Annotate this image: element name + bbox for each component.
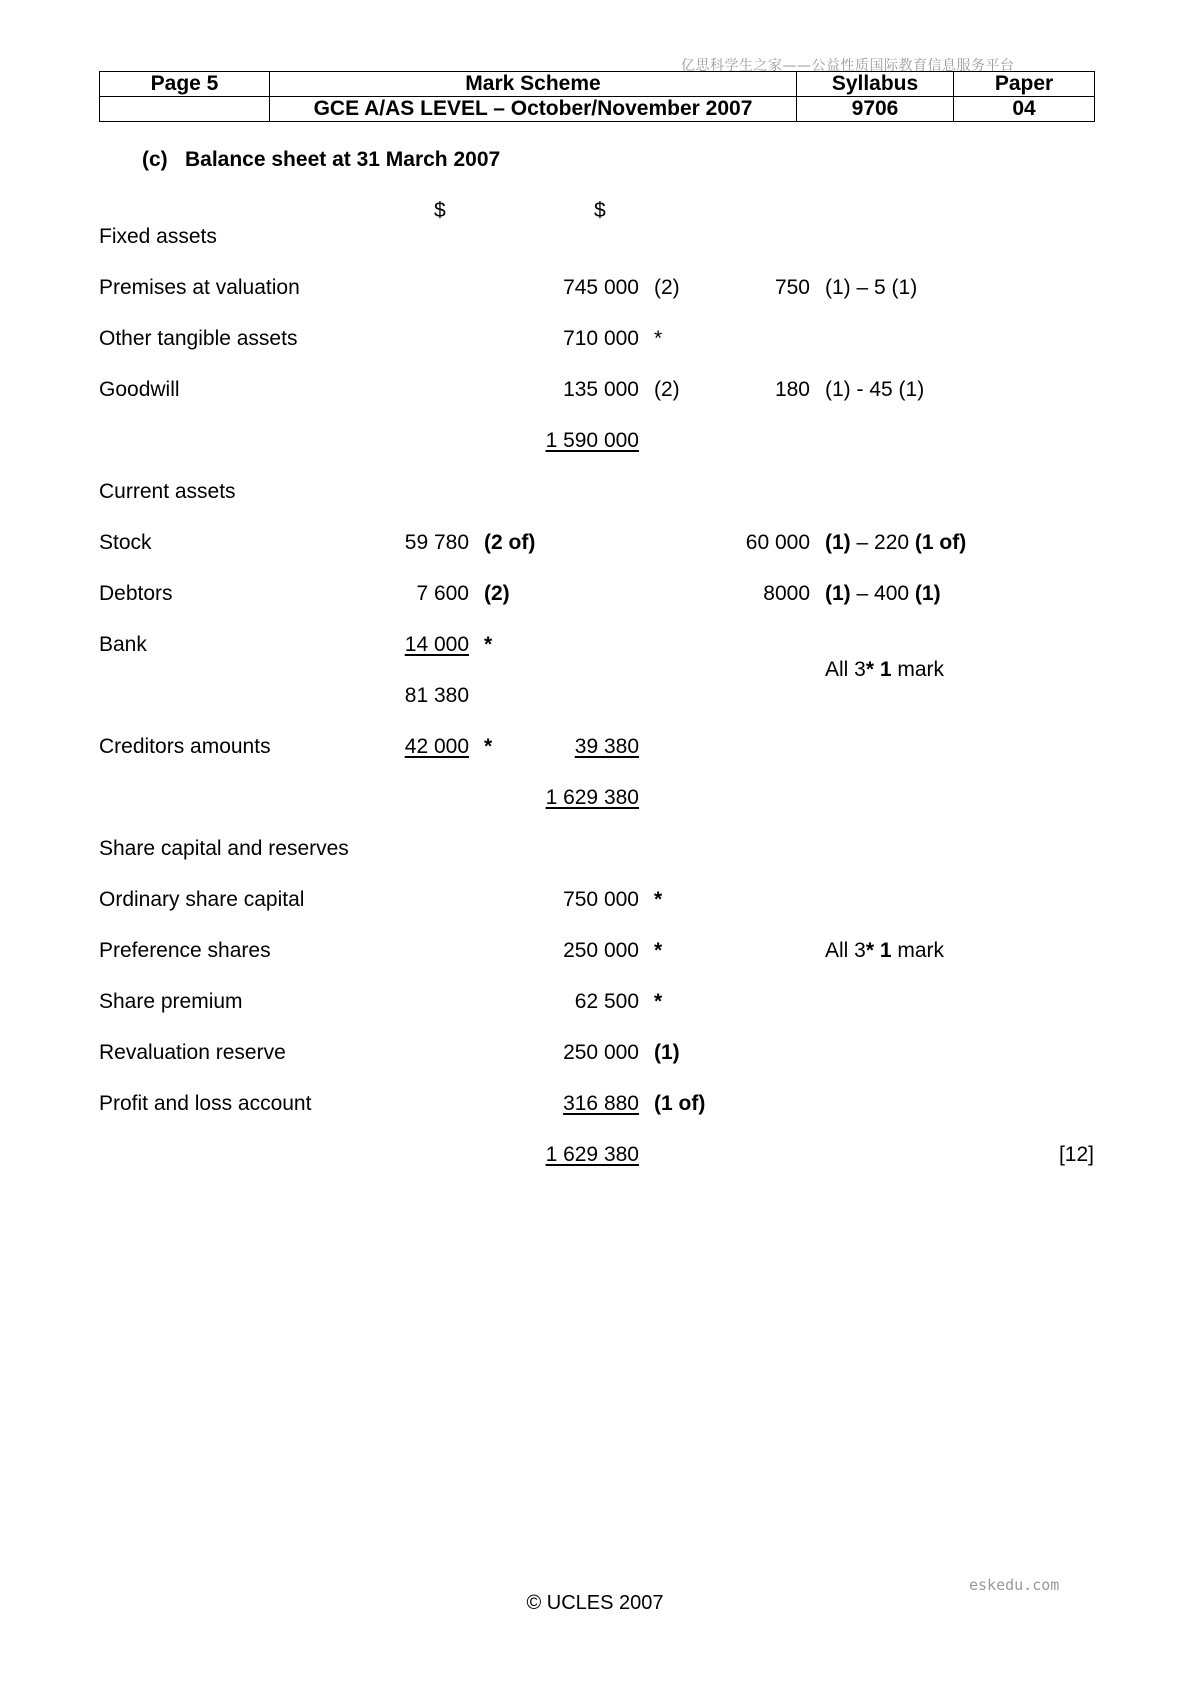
net-assets-total-value: 1 629 380 <box>545 786 639 809</box>
current-note-part-1: All 3 <box>825 658 866 681</box>
premises-mark: (2) <box>654 276 680 299</box>
header-blank-cell <box>100 97 270 122</box>
final-total <box>520 1142 639 1168</box>
profit-loss-mark: (1 of) <box>654 1092 706 1115</box>
header-title: Mark Scheme <box>270 72 797 97</box>
debtors-calc-part-1: (1) <box>825 582 851 605</box>
profit-loss-label: Profit and loss account <box>99 1092 312 1115</box>
other-tangible-mark: * <box>654 327 663 350</box>
header-paper: 04 <box>954 97 1095 122</box>
other-tangible-value: 710 000 <box>563 327 639 350</box>
preference-value: 250 000 <box>563 939 639 962</box>
ordinary-mark: * <box>654 888 663 911</box>
final-total-value: 1 629 380 <box>545 1143 639 1166</box>
column-header-2: $ <box>594 199 606 222</box>
current-assets-heading: Current assets <box>99 480 236 503</box>
fixed-assets-heading: Fixed assets <box>99 225 217 248</box>
debtors-label: Debtors <box>99 582 173 605</box>
fixed-assets-total <box>520 428 639 454</box>
watermark-bottom: eskedu.com <box>969 1576 1060 1594</box>
bank-value-text: 14 000 <box>404 633 469 656</box>
share-note-part-2: * 1 <box>865 939 892 962</box>
debtors-calc-part-3: (1) <box>914 582 941 605</box>
watermark-top: 亿思科学生之家——公益性质国际教育信息服务平台 <box>681 58 1015 74</box>
net-current-assets-value: 39 380 <box>574 735 639 758</box>
stock-calc-note <box>825 530 966 556</box>
stock-calc-part-1: (1) <box>825 531 851 554</box>
total-marks: [12] <box>1058 1143 1094 1166</box>
preference-label: Preference shares <box>99 939 271 962</box>
section-title <box>142 148 500 172</box>
creditors-mark: * <box>484 735 493 758</box>
ordinary-label: Ordinary share capital <box>99 888 305 911</box>
debtors-mark: (2) <box>484 582 510 605</box>
current-note-part-3: mark <box>891 658 945 681</box>
share-capital-heading: Share capital and reserves <box>99 837 349 860</box>
header-syllabus-label: Syllabus <box>797 72 954 97</box>
ordinary-value: 750 000 <box>563 888 639 911</box>
section-letter: (c) <box>142 148 168 171</box>
profit-loss-value <box>520 1091 639 1117</box>
stock-label: Stock <box>99 531 152 554</box>
footer-copyright: © UCLES 2007 <box>526 1592 664 1614</box>
share-note-part-3: mark <box>891 939 945 962</box>
section-heading: Balance sheet at 31 March 2007 <box>185 148 501 171</box>
share-capital-note <box>825 938 944 964</box>
goodwill-label: Goodwill <box>99 378 180 401</box>
debtors-value: 7 600 <box>416 582 469 605</box>
bank-mark: * <box>484 633 493 656</box>
net-assets-total <box>520 785 639 811</box>
goodwill-calc-note <box>825 377 924 403</box>
fixed-assets-total-value: 1 590 000 <box>545 429 639 452</box>
revaluation-mark: (1) <box>654 1041 680 1064</box>
current-assets-total: 81 380 <box>404 684 469 707</box>
stock-calc-part-3: (1 of) <box>914 531 967 554</box>
debtors-calc-value: 8000 <box>763 582 810 605</box>
header-page: Page 5 <box>100 72 270 97</box>
goodwill-calc-value: 180 <box>774 378 810 401</box>
share-note-part-1: All 3 <box>825 939 866 962</box>
debtors-calc-note <box>825 581 941 607</box>
net-current-assets <box>520 734 639 760</box>
premises-label: Premises at valuation <box>99 276 300 299</box>
goodwill-value: 135 000 <box>563 378 639 401</box>
stock-value: 59 780 <box>404 531 469 554</box>
premises-value: 745 000 <box>563 276 639 299</box>
share-premium-label: Share premium <box>99 990 243 1013</box>
premises-calc-value: 750 <box>774 276 810 299</box>
creditors-label: Creditors amounts <box>99 735 271 758</box>
premises-calc-note <box>825 275 917 301</box>
stock-mark: (2 of) <box>484 531 536 554</box>
goodwill-calc-part: (1) - 45 (1) <box>825 378 925 401</box>
stock-calc-value: 60 000 <box>745 531 810 554</box>
profit-loss-value-text: 316 880 <box>563 1092 639 1115</box>
debtors-calc-part-2: – 400 <box>850 582 915 605</box>
stock-calc-part-2: – 220 <box>850 531 915 554</box>
current-note-part-2: * 1 <box>865 658 892 681</box>
share-premium-mark: * <box>654 990 663 1013</box>
share-premium-value: 62 500 <box>574 990 639 1013</box>
current-assets-note <box>825 657 944 683</box>
bank-label: Bank <box>99 633 147 656</box>
column-header-1: $ <box>434 199 446 222</box>
other-tangible-label: Other tangible assets <box>99 327 298 350</box>
bank-value <box>380 632 469 658</box>
revaluation-label: Revaluation reserve <box>99 1041 286 1064</box>
creditors-value-text: 42 000 <box>404 735 469 758</box>
preference-mark: * <box>654 939 663 962</box>
header-exam: GCE A/AS LEVEL – October/November 2007 <box>270 97 797 122</box>
creditors-value <box>380 734 469 760</box>
header-table <box>99 71 1095 122</box>
header-paper-label: Paper <box>954 72 1095 97</box>
header-syllabus: 9706 <box>797 97 954 122</box>
premises-calc-part: (1) – 5 (1) <box>825 276 918 299</box>
goodwill-mark: (2) <box>654 378 680 401</box>
revaluation-value: 250 000 <box>563 1041 639 1064</box>
